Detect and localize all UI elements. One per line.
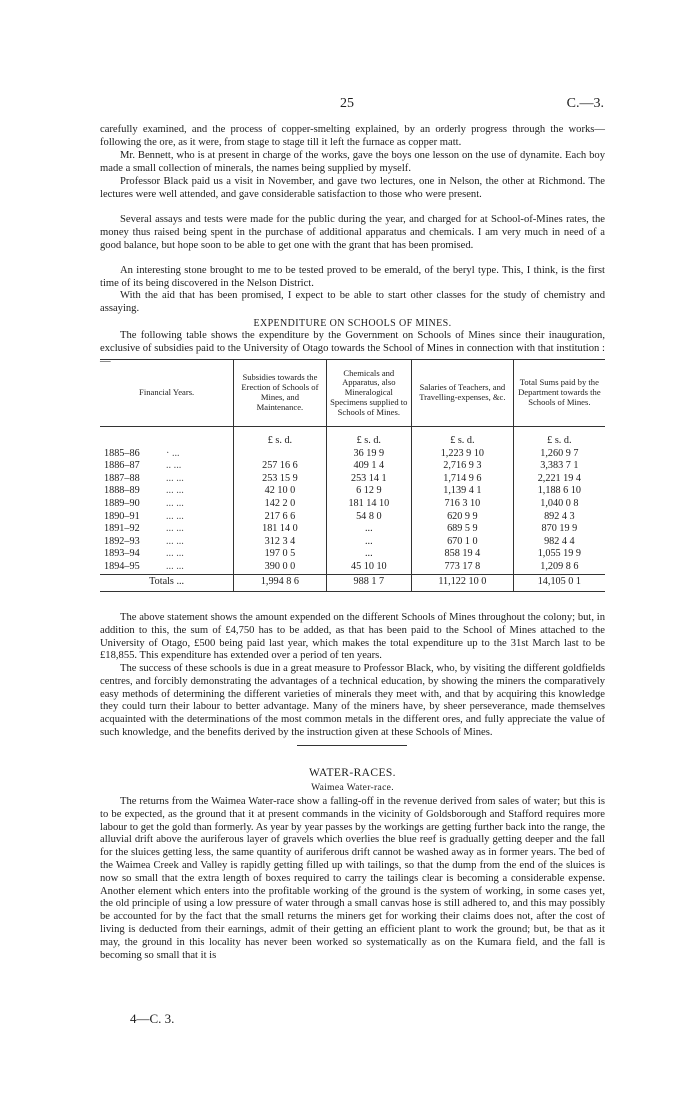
total-cell: 2,221 19 4 [513, 473, 605, 486]
units-row [100, 427, 605, 448]
total-cell: 1,188 6 10 [513, 485, 605, 498]
leader-dots: ... ... [166, 472, 184, 484]
totals-label: Totals ... [100, 574, 234, 591]
waimea-subheading: Waimea Water-race. [311, 782, 394, 793]
table-row [100, 473, 605, 486]
totals-salaries: 11,122 10 0 [412, 574, 514, 591]
paragraph-waimea: The returns from the Waimea Water-race show a falling-off in the revenue derived from sales of water; but this is to be expected, as the ground that it at present commands in the vicinity of Goldsborough and Stafford requires more labour to get the gold than formerly. As year by year passes by the workings are getting further back into the range, the alluvial drift above the auriferous layer of gravels which overlies the blue reef is gradually getting deeper and the fall for the sluices getting less, the same quantity of auriferous drift cannot be washed away as in former years. The bed of the Waimea Creek and Valley is rapidly getting filled up with tailings, so that the dump from the end of the sluices is now so small that the extra length of boxes required to carry the tailings clear is becoming a considerable expense. Another element which enters into the profitable working of the ground is the system of working, in some cases yet, the old principle of using a low pressure of water through a small canvas hose is still adhered to, and this may possibly be accounted for by the fact that the small returns the miners get for working their claims does not, after the cost of living is deducted from their earnings, admit of their getting an efficient plant to work the ground; but, be that as it may, the ground in this locality has never been worked so systematically as on the Kumara field, and the fall is becoming so small that it is [100, 796, 605, 961]
total-cell: 870 19 9 [513, 523, 605, 536]
column-header-total: Total Sums paid by the Department towards the Schools of Mines. [513, 360, 605, 427]
total-cell: 982 4 4 [513, 536, 605, 549]
year-cell: 1891–92 [104, 523, 140, 535]
subsidies-cell [234, 448, 326, 461]
salaries-cell: 1,139 4 1 [412, 485, 514, 498]
year-cell: 1886–87 [104, 460, 140, 472]
document-reference: C.—3. [566, 96, 604, 111]
year-cell: 1885–86 [104, 447, 140, 459]
table-row [100, 485, 605, 498]
page-header [100, 96, 606, 112]
column-header-years: Financial Years. [100, 360, 234, 427]
page-number: 25 [340, 96, 354, 111]
totals-subsidies: 1,994 8 6 [234, 574, 326, 591]
paragraph-classes: With the aid that has been promised, I expect to be able to start other classes for the study of chemistry and assaying. [100, 290, 605, 314]
leader-dots: ... ... [166, 535, 184, 547]
chemicals-cell: 253 14 1 [326, 473, 411, 486]
paragraph-statement: The above statement shows the amount expended on the different Schools of Mines throughout the colony; but, in addition to this, the sum of £4,750 has to be added, as that has been paid to the School of Mines attached to the University of Otago, £500 being paid last year, which makes the total expenditure up to the 31st March last to be £18,855. This expenditure has extended over a period of ten years. [100, 612, 605, 662]
section-divider [297, 745, 407, 746]
salaries-cell: 2,716 9 3 [412, 460, 514, 473]
table-row [100, 561, 605, 574]
leader-dots: ... ... [166, 497, 184, 509]
paragraph-dynamite: Mr. Bennett, who is at present in charge of the works, gave the boys one lesson on the use of dynamite. Each boy made a small collection of minerals, the names being supplied by myself. [100, 150, 605, 174]
salaries-cell: 1,223 9 10 [412, 448, 514, 461]
page-footer: 4—C. 3. [130, 1011, 175, 1026]
chemicals-cell: 6 12 9 [326, 485, 411, 498]
paragraph-success: The success of these schools is due in a great measure to Professor Black, who, by visiting the different goldfields centres, and forcibly demonstrating the advantages of a technical education, by showing the miners the comparatively easy methods of determining the different varieties of minerals they meet with, and that by acquiring this knowledge they could turn their labour to better advantage. Many of the miners have, by sheer perseverance, made themselves acquainted with the determinations of the most common metals in the different ores, and fully appreciate the value of such knowledge, and the benefits derived by the instruction given at these Schools of Mines. [100, 663, 605, 738]
units-label: £ s. d. [234, 427, 326, 448]
subsidies-cell: 217 6 6 [234, 511, 326, 524]
total-cell: 892 4 3 [513, 511, 605, 524]
column-header-subsidies: Subsidies towards the Erection of Schools of Mines, and Maintenance. [234, 360, 326, 427]
table-row [100, 536, 605, 549]
subsidies-cell: 181 14 0 [234, 523, 326, 536]
paragraph-emerald: An interesting stone brought to me to be tested proved to be emerald, of the beryl type. This, I think, is the first time of its being discovered in the Nelson District. [100, 265, 605, 289]
units-label: £ s. d. [513, 427, 605, 448]
total-cell: 3,383 7 1 [513, 460, 605, 473]
chemicals-cell: ... [326, 523, 411, 536]
leader-dots: ... ... [166, 523, 184, 535]
units-label: £ s. d. [326, 427, 411, 448]
subsidies-cell: 257 16 6 [234, 460, 326, 473]
salaries-cell: 716 3 10 [412, 498, 514, 511]
leader-dots: .. ... [166, 460, 182, 472]
expenditure-table [100, 359, 605, 592]
table-row [100, 498, 605, 511]
table-row [100, 523, 605, 536]
totals-row [100, 574, 605, 591]
subsidies-cell: 253 15 9 [234, 473, 326, 486]
chemicals-cell: 45 10 10 [326, 561, 411, 574]
table-row [100, 460, 605, 473]
salaries-cell: 858 19 4 [412, 548, 514, 561]
salaries-cell: 670 1 0 [412, 536, 514, 549]
leader-dots: ... ... [166, 560, 184, 572]
salaries-cell: 773 17 8 [412, 561, 514, 574]
leader-dots: ... ... [166, 548, 184, 560]
chemicals-cell: 54 8 0 [326, 511, 411, 524]
leader-dots: ... ... [166, 510, 184, 522]
year-cell: 1893–94 [104, 548, 140, 560]
leader-dots: · ... [166, 447, 180, 459]
units-label: £ s. d. [412, 427, 514, 448]
totals-chemicals: 988 1 7 [326, 574, 411, 591]
subsidies-cell: 390 0 0 [234, 561, 326, 574]
total-cell: 1,260 9 7 [513, 448, 605, 461]
paragraph-professor-visit: Professor Black paid us a visit in November, and gave two lectures, one in Nelson, the other at Richmond. The lectures were well attended, and gave considerable satisfaction to those who were present. [100, 176, 605, 200]
chemicals-cell: 181 14 10 [326, 498, 411, 511]
subsidies-cell: 197 0 5 [234, 548, 326, 561]
year-cell: 1894–95 [104, 560, 140, 572]
paragraph-copper-smelting: carefully examined, and the process of copper-smelting explained, by an orderly progress through the works—following the ore, as it were, from stage to stage till it left the furnace as copper matt. [100, 124, 605, 148]
table-header-row [100, 360, 605, 427]
salaries-cell: 620 9 9 [412, 511, 514, 524]
year-cell: 1887–88 [104, 472, 140, 484]
subsidies-cell: 142 2 0 [234, 498, 326, 511]
year-cell: 1890–91 [104, 510, 140, 522]
chemicals-cell: ... [326, 548, 411, 561]
table-row [100, 548, 605, 561]
column-header-chemicals: Chemicals and Apparatus, also Mineralogical Specimens supplied to Schools of Mines. [326, 360, 411, 427]
total-cell: 1,055 19 9 [513, 548, 605, 561]
expenditure-heading: EXPENDITURE ON SCHOOLS OF MINES. [253, 318, 452, 329]
year-cell: 1889–90 [104, 497, 140, 509]
leader-dots: ... ... [166, 485, 184, 497]
totals-total: 14,105 0 1 [513, 574, 605, 591]
subsidies-cell: 42 10 0 [234, 485, 326, 498]
table-row [100, 511, 605, 524]
chemicals-cell: ... [326, 536, 411, 549]
salaries-cell: 1,714 9 6 [412, 473, 514, 486]
column-header-salaries: Salaries of Teachers, and Travelling-expenses, &c. [412, 360, 514, 427]
table-row [100, 448, 605, 461]
chemicals-cell: 36 19 9 [326, 448, 411, 461]
subsidies-cell: 312 3 4 [234, 536, 326, 549]
total-cell: 1,040 0 8 [513, 498, 605, 511]
salaries-cell: 689 5 9 [412, 523, 514, 536]
paragraph-assays: Several assays and tests were made for the public during the year, and charged for at School-of-Mines rates, the money thus raised being spent in the purchase of additional apparatus and chemicals. I am very much in need of a good balance, but hope soon to be able to get one with the grant that has been promised. [100, 214, 605, 251]
water-races-heading: WATER-RACES. [309, 767, 396, 779]
year-cell: 1892–93 [104, 535, 140, 547]
year-cell: 1888–89 [104, 485, 140, 497]
expenditure-intro: The following table shows the expenditure by the Government on Schools of Mines since their inauguration, exclusive of subsidies paid to the University of Otago towards the School of Mines in connection with that institution :— [100, 330, 605, 367]
total-cell: 1,209 8 6 [513, 561, 605, 574]
chemicals-cell: 409 1 4 [326, 460, 411, 473]
